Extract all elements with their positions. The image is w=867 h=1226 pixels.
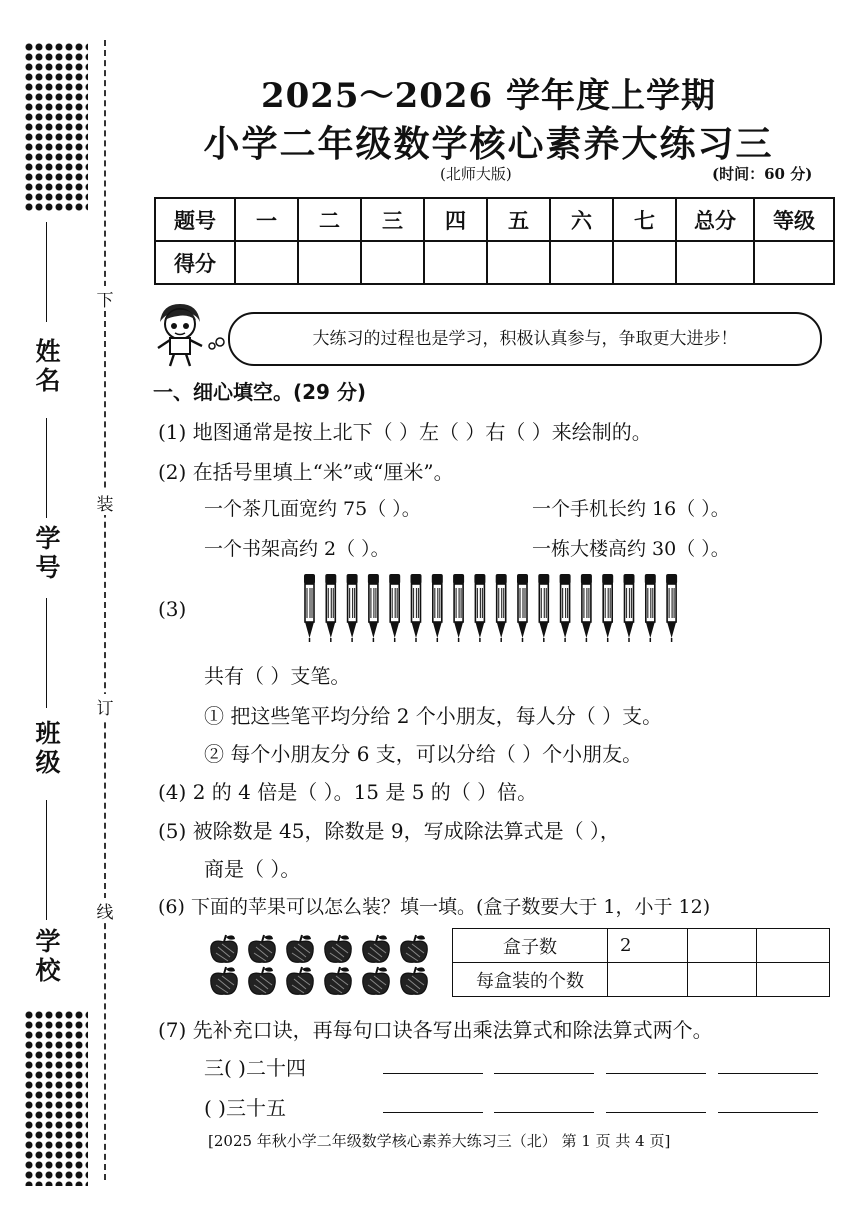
apple-icon <box>363 935 389 962</box>
answer-blank[interactable] <box>606 1073 706 1074</box>
apple-icon <box>211 935 237 962</box>
id-line <box>46 418 47 518</box>
score-header-cell: 题号 <box>155 198 235 241</box>
pen-icon <box>517 574 528 642</box>
pen-icon <box>624 574 635 642</box>
answer-blank[interactable] <box>494 1073 594 1074</box>
question-3-number: (3) <box>158 597 187 621</box>
answer-blank[interactable] <box>718 1073 818 1074</box>
pen-icon <box>602 574 613 642</box>
box-count-label: 盒子数 <box>453 929 608 963</box>
title-exam: 小学二年级数学核心素养大练习三 <box>203 123 774 165</box>
apple-icon <box>325 935 351 962</box>
class-label: 班级 <box>32 720 61 778</box>
pen-icon <box>304 574 315 642</box>
id-label: 学号 <box>32 525 61 583</box>
question-2-c: 一个书架高约 2（ ）。 <box>204 538 390 560</box>
score-header-cell: 等级 <box>754 198 834 241</box>
score-row-label: 得分 <box>155 241 235 284</box>
name-line <box>46 222 47 322</box>
score-cell[interactable] <box>550 241 613 284</box>
cut-char-ding: 订 <box>94 694 116 719</box>
question-1: (1) 地图通常是按上北下（ ）左（ ）右（ ）来绘制的。 <box>158 420 652 444</box>
dot-pattern-bottom <box>24 1010 88 1186</box>
school-line <box>46 800 47 920</box>
apple-icon <box>325 967 351 994</box>
per-box-row <box>453 963 830 997</box>
pens-illustration <box>300 572 690 644</box>
pen-icon <box>368 574 379 642</box>
pen-icon <box>581 574 592 642</box>
question-7-a: 三( )二十四 <box>204 1056 306 1080</box>
school-label: 学校 <box>32 928 61 986</box>
edition-label: (北师大版) <box>440 165 512 183</box>
pen-icon <box>474 574 485 642</box>
encouragement-bubble: 大练习的过程也是学习，积极认真参与，争取更大进步！ <box>228 312 822 366</box>
score-table-score-row <box>155 241 834 284</box>
score-cell[interactable] <box>754 241 834 284</box>
section-title: 一、细心填空。(29 分) <box>153 380 367 404</box>
score-header-cell: 六 <box>550 198 613 241</box>
score-header-cell: 五 <box>487 198 550 241</box>
pen-icon <box>645 574 656 642</box>
apple-icon <box>401 935 427 962</box>
question-2-b: 一个手机长约 16（ ）。 <box>532 498 730 520</box>
cut-char-xian: 线 <box>94 898 116 923</box>
pen-icon <box>325 574 336 642</box>
score-header-cell: 二 <box>298 198 361 241</box>
box-count-cell[interactable] <box>757 929 830 963</box>
pen-icon <box>389 574 400 642</box>
answer-blank[interactable] <box>606 1112 706 1113</box>
question-5-a: (5) 被除数是 45，除数是 9，写成除法算式是（ ）， <box>158 819 620 843</box>
score-cell[interactable] <box>235 241 298 284</box>
student-mascot-icon <box>152 300 230 368</box>
name-label: 姓名 <box>32 338 61 396</box>
score-header-cell: 四 <box>424 198 487 241</box>
question-2-a: 一个茶几面宽约 75（ ）。 <box>204 498 421 520</box>
apple-icon <box>287 935 313 962</box>
pen-icon <box>453 574 464 642</box>
question-5-b: 商是（ ）。 <box>204 857 301 881</box>
answer-blank[interactable] <box>383 1112 483 1113</box>
score-header-cell: 总分 <box>676 198 754 241</box>
question-7: (7) 先补充口诀，再每句口诀各写出乘法算式和除法算式两个。 <box>158 1018 713 1042</box>
pen-icon <box>347 574 358 642</box>
score-header-cell: 一 <box>235 198 298 241</box>
score-cell[interactable] <box>676 241 754 284</box>
score-cell[interactable] <box>361 241 424 284</box>
per-box-cell[interactable] <box>688 963 757 997</box>
apple-icon <box>401 967 427 994</box>
apple-icon <box>249 967 275 994</box>
box-count-cell[interactable] <box>688 929 757 963</box>
score-cell[interactable] <box>298 241 361 284</box>
question-3-sub2: ② 每个小朋友分 6 支，可以分给（ ）个小朋友。 <box>204 742 643 766</box>
apple-box-table <box>452 928 830 997</box>
question-4: (4) 2 的 4 倍是（ ）。15 是 5 的（ ）倍。 <box>158 780 538 804</box>
class-line <box>46 598 47 708</box>
pen-icon <box>560 574 571 642</box>
score-cell[interactable] <box>487 241 550 284</box>
score-table <box>154 197 835 285</box>
score-table-header-row <box>155 198 834 241</box>
answer-blank[interactable] <box>383 1073 483 1074</box>
score-cell[interactable] <box>424 241 487 284</box>
apple-icon <box>287 967 313 994</box>
score-header-cell: 三 <box>361 198 424 241</box>
apple-icon <box>249 935 275 962</box>
box-count-cell: 2 <box>608 929 688 963</box>
pen-icon <box>666 574 677 642</box>
per-box-cell[interactable] <box>608 963 688 997</box>
box-count-row <box>453 929 830 963</box>
question-3-sub1: ① 把这些笔平均分给 2 个小朋友，每人分（ ）支。 <box>204 704 663 728</box>
answer-blank[interactable] <box>718 1112 818 1113</box>
score-cell[interactable] <box>613 241 676 284</box>
question-3-total: 共有（ ）支笔。 <box>204 664 351 688</box>
question-2-d: 一栋大楼高约 30（ ）。 <box>532 538 730 560</box>
page-footer: [2025 年秋小学二年级数学核心素养大练习三（北） 第 1 页 共 4 页] <box>208 1132 671 1150</box>
time-label: (时间：60 分) <box>712 165 813 183</box>
per-box-cell[interactable] <box>757 963 830 997</box>
question-7-b: ( )三十五 <box>204 1096 286 1120</box>
answer-blank[interactable] <box>494 1112 594 1113</box>
pen-icon <box>496 574 507 642</box>
apples-illustration <box>208 932 428 998</box>
pen-icon <box>538 574 549 642</box>
binding-cut-line <box>104 40 106 1180</box>
question-2-title: (2) 在括号里填上“米”或“厘米”。 <box>158 460 454 484</box>
question-6: (6) 下面的苹果可以怎么装？填一填。(盒子数要大于 1，小于 12) <box>158 896 711 918</box>
pen-icon <box>411 574 422 642</box>
pen-icon <box>432 574 443 642</box>
apple-icon <box>363 967 389 994</box>
title-year: 2025～2026 学年度上学期 <box>260 76 717 116</box>
score-header-cell: 七 <box>613 198 676 241</box>
apple-icon <box>211 967 237 994</box>
cut-char-xia: 下 <box>94 286 116 311</box>
cut-char-zhuang: 装 <box>94 490 116 515</box>
per-box-label: 每盒装的个数 <box>453 963 608 997</box>
